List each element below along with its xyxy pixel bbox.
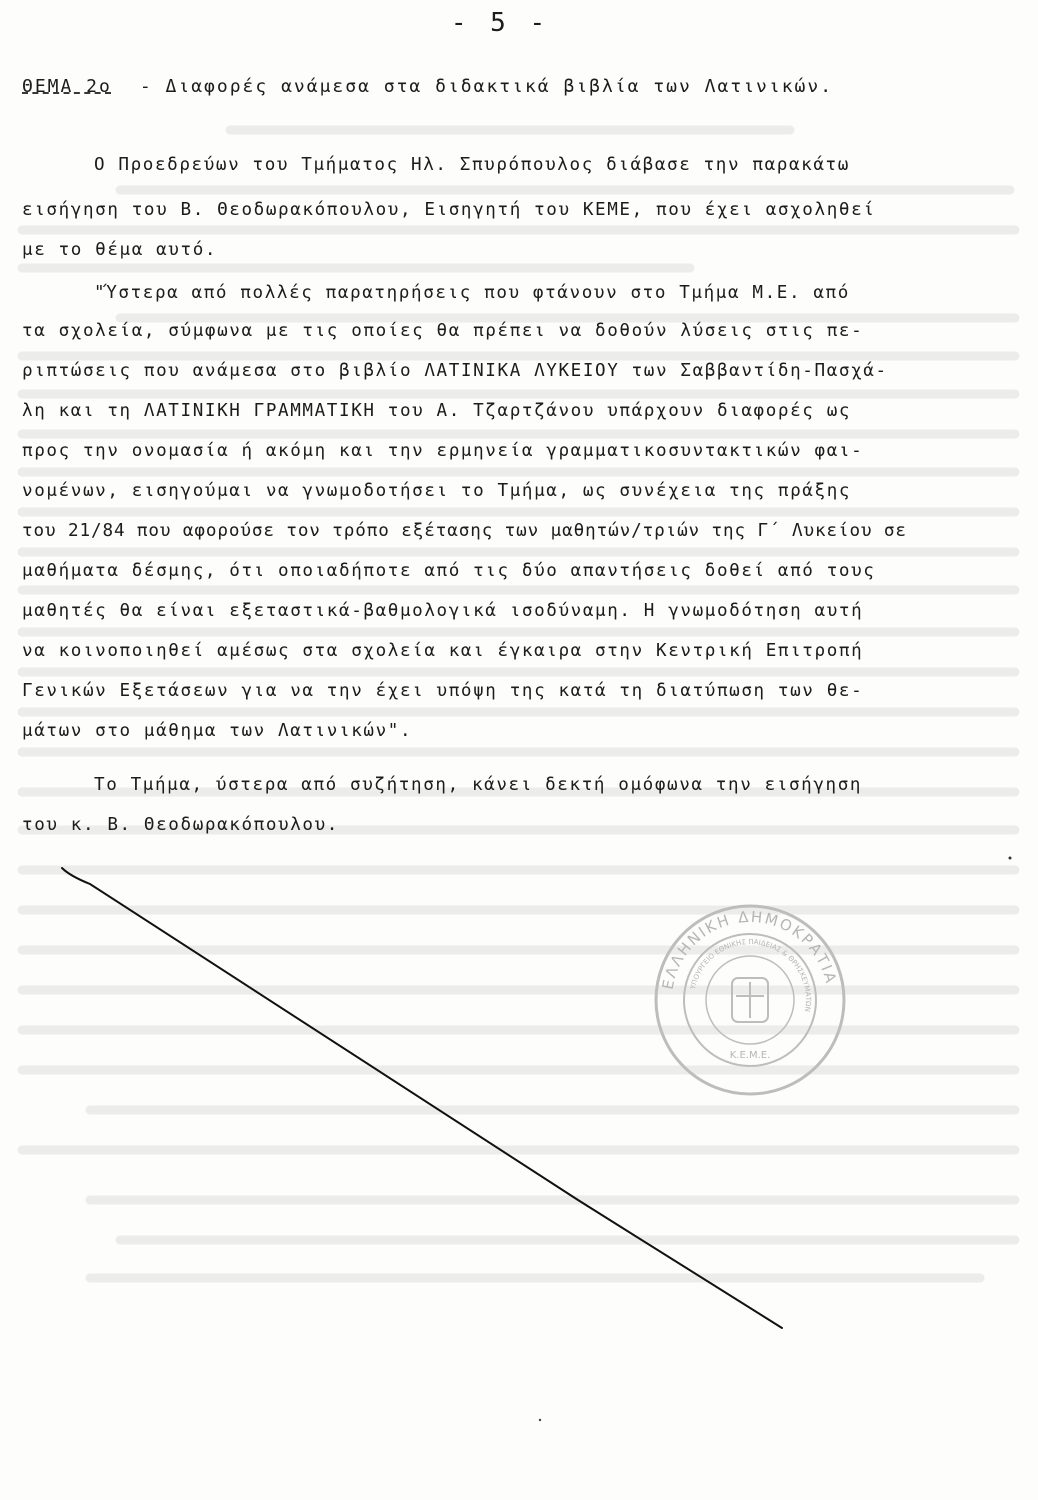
body-line: μάτων στο μάθημα των Λατινικών". (22, 721, 413, 741)
body-line: εισήγηση του Β. Θεοδωρακόπουλου, Εισηγητή του ΚΕΜΕ, που έχει ασχοληθεί (22, 200, 876, 220)
body-line: τα σχολεία, σύμφωνα με τις οποίες θα πρέπει να δοθούν λύσεις στις πε- (22, 321, 864, 341)
body-line: "Ύστερα από πολλές παρατηρήσεις που φτάνουν στο Τμήμα Μ.Ε. από (94, 283, 850, 303)
body-line: του 21/84 που αφορούσε τον τρόπο εξέτασης των μαθητών/τριών της Γ΄ Λυκείου σε (22, 521, 907, 541)
stamp-outer-text: ΕΛΛΗΝΙΚΗ ΔΗΜΟΚΡΑΤΙΑ (658, 907, 841, 992)
body-line: Γενικών Εξετάσεων για να την έχει υπόψη της κατά τη διατύπωση των θε- (22, 681, 864, 701)
body-line: μαθητές θα είναι εξεταστικά-βαθμολογικά ισοδύναμη. Η γνωμοδότηση αυτή (22, 601, 864, 621)
body-line: λη και τη ΛΑΤΙΝΙΚΗ ΓΡΑΜΜΑΤΙΚΗ του Α. Τζαρτζάνου υπάρχουν διαφορές ως (22, 401, 852, 421)
official-stamp (650, 900, 850, 1100)
body-line: νομένων, εισηγούμαι να γνωμοδοτήσει το Τμήμα, ως συνέχεια της πράξης (22, 481, 852, 501)
stamp-bottom-text: Κ.Ε.Μ.Ε. (729, 1050, 771, 1061)
body-line: ριπτώσεις που ανάμεσα στο βιβλίο ΛΑΤΙΝΙΚΑ ΛΥΚΕΙΟΥ των Σαββαντίδη-Πασχά- (22, 361, 888, 381)
body-line: μαθήματα δέσμης, ότι οποιαδήποτε από τις δύο απαντήσεις δοθεί από τους (22, 561, 876, 581)
body-line: Ο Προεδρεύων του Τμήματος Ηλ. Σπυρόπουλος διάβασε την παρακάτω (94, 155, 850, 175)
topic-heading (22, 76, 1012, 97)
body-line: προς την ονομασία ή ακόμη και την ερμηνεία γραμματικοσυντακτικών φαι- (22, 441, 864, 461)
body-line: Το Τμήμα, ύστερα από συζήτηση, κάνει δεκτή ομόφωνα την εισήγηση (94, 775, 863, 795)
page-number: - 5 - (450, 8, 550, 38)
stamp-inner-text: ΥΠΟΥΡΓΕΙΟ ΕΘΝΙΚΗΣ ΠΑΙΔΕΙΑΣ & ΘΡΗΣΚΕΥΜΑΤΩΝ (689, 937, 813, 1013)
topic-label: ΘΕΜΑ 2ο (22, 76, 112, 97)
topic-title: - Διαφορές ανάμεσα στα διδακτικά βιβλία των Λατινικών. (139, 76, 834, 97)
body-line: του κ. Β. Θεοδωρακόπουλου. (22, 815, 340, 835)
body-line: να κοινοποιηθεί αμέσως στα σχολεία και έγκαιρα στην Κεντρική Επιτροπή (22, 641, 864, 661)
body-line: με το θέμα αυτό. (22, 240, 218, 260)
